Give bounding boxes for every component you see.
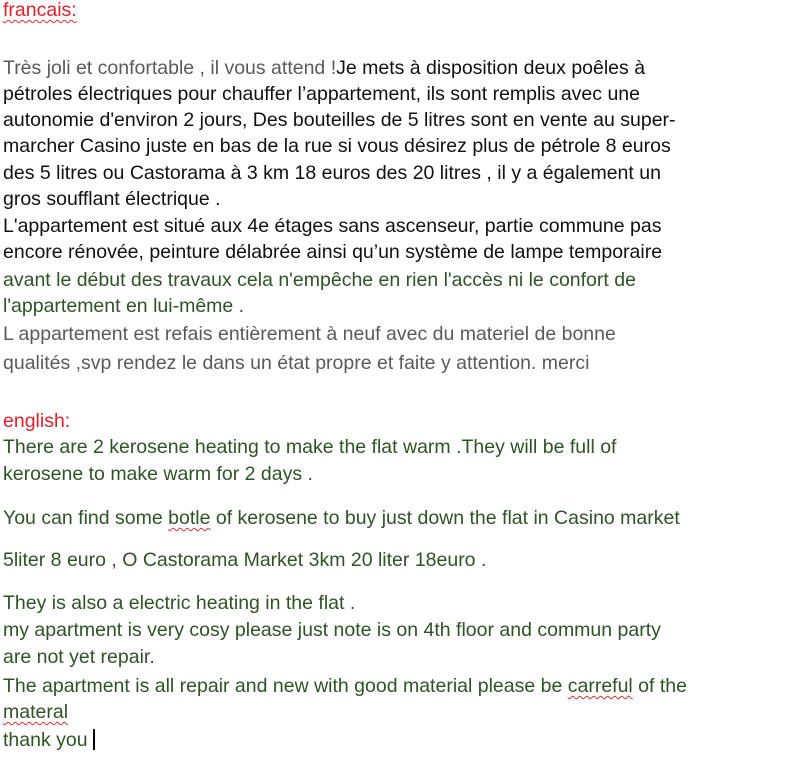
english-line-4: 5liter 8 euro , O Castorama Market 3km 20 liter 18euro . (3, 549, 487, 571)
english-line-6: my apartment is very cosy please just note is on 4th floor and commun party (3, 619, 661, 641)
english-line-8: The apartment is all repair and new with good material please be carreful of the (3, 675, 687, 697)
english-line-1: There are 2 kerosene heating to make the flat warm .They will be full of (3, 436, 617, 458)
french-line-1: Très joli et confortable , il vous attend !Je mets à disposition deux poêles à (3, 57, 646, 79)
french-line-3: autonomie d'environ 2 jours, Des bouteilles de 5 litres sont en vente au super- (3, 109, 676, 131)
english-heading: english: (3, 410, 71, 432)
french-line-6: gros soufflant électrique . (3, 188, 221, 210)
french-line-2: pétroles électriques pour chauffer l’appartement, ils sont remplis avec une (3, 83, 640, 105)
french-line-5: des 5 litres ou Castorama à 3 km 18 euros des 20 litres , il y a également un (3, 162, 661, 184)
french-line-12: qualités ,svp rendez le dans un état propre et faite y attention. merci (3, 352, 590, 374)
french-line-9: avant le début des travaux cela n'empêche en rien l'accès ni le confort de (3, 269, 636, 291)
french-line-10: l'appartement en lui-même . (3, 295, 245, 317)
french-line-4: marcher Casino juste en bas de la rue si vous désirez plus de pétrole 8 euros (3, 135, 671, 157)
french-line-8: encore rénovée, peinture délabrée ainsi qu’un système de lampe temporaire (3, 241, 663, 263)
french-heading: francais: (3, 0, 77, 21)
french-line-7: L'appartement est situé aux 4e étages sans ascenseur, partie commune pas (3, 215, 662, 237)
english-line-10[interactable]: thank you (3, 727, 95, 753)
french-line-11: L appartement est refais entièrement à neuf avec du materiel de bonne (3, 323, 616, 345)
english-line-5: They is also a electric heating in the flat . (3, 592, 356, 614)
english-line-7: are not yet repair. (3, 646, 155, 668)
text-cursor (93, 729, 95, 750)
english-line-3: You can find some botle of kerosene to buy just down the flat in Casino market (3, 507, 680, 529)
english-line-2: kerosene to make warm for 2 days . (3, 463, 313, 485)
english-line-9: materal (3, 701, 69, 723)
